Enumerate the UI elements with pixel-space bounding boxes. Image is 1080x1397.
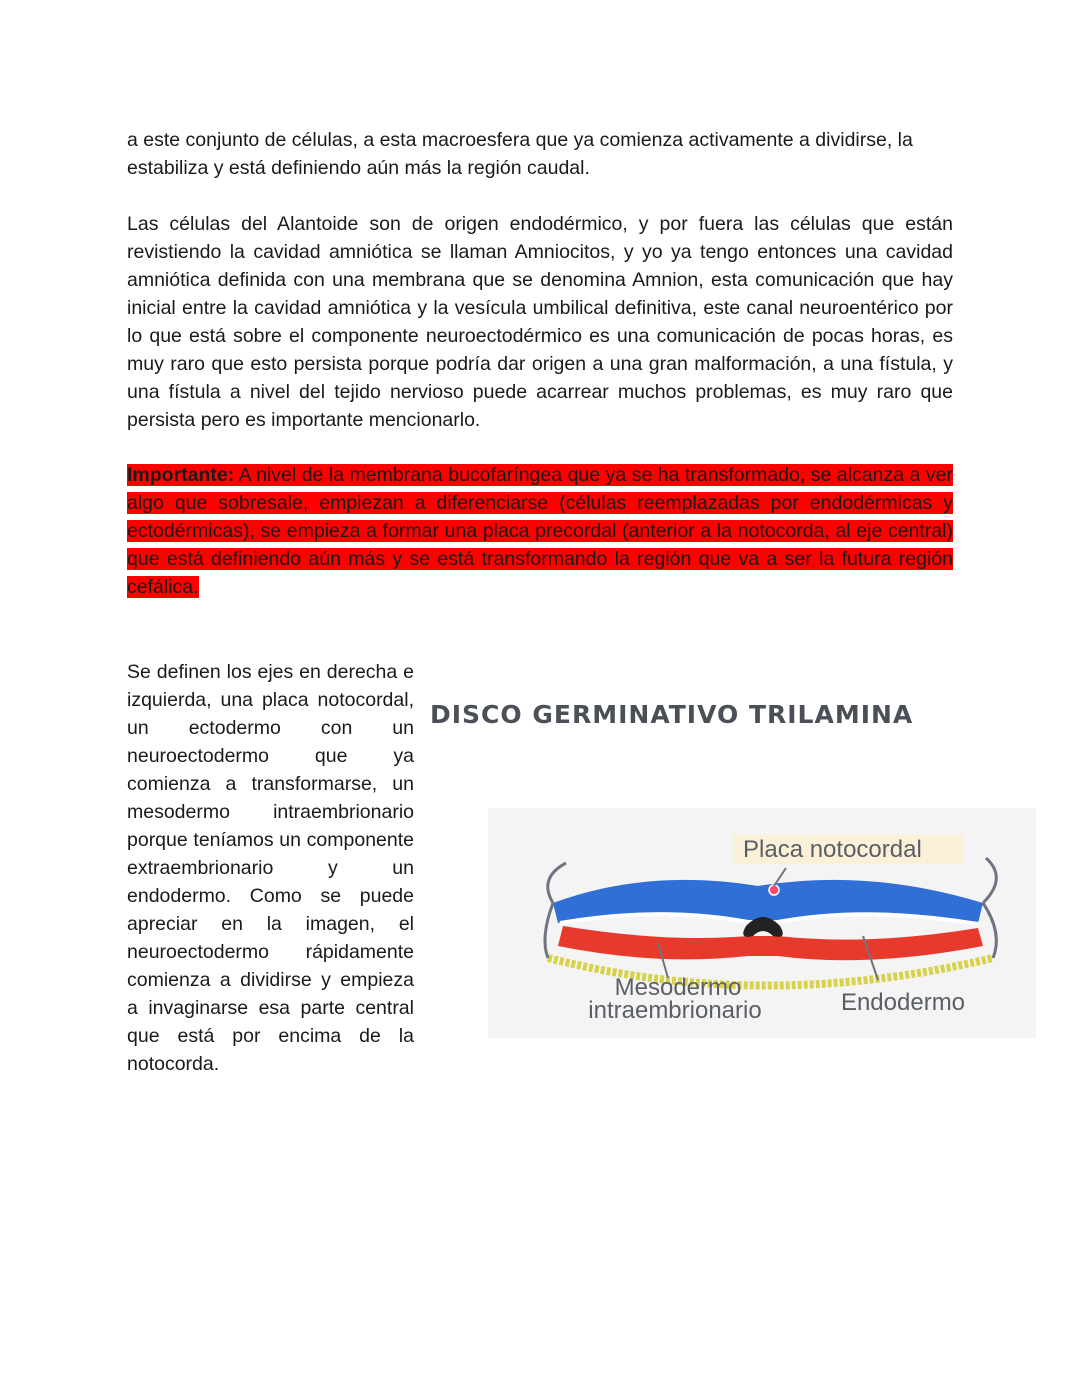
trilaminar-disc-diagram xyxy=(488,808,1036,1038)
important-highlight xyxy=(127,464,953,598)
paragraph-important xyxy=(127,461,953,601)
label-endodermo: Endodermo xyxy=(840,989,966,1016)
trilaminar-disc-figure xyxy=(488,808,1036,1038)
paragraph-ejes: Se definen los ejes en derecha e izquierda, una placa notocordal, un ectodermo con un neuroectodermo que ya comienza a transformarse, un mesodermo intraembrionario porque teníamos un componente extraembrionario y un endodermo. Como se puede apreciar en la imagen, el neuroectodermo rápidamente comienza a dividirse y empieza a invaginarse esa parte central que está por encima de la notocorda. xyxy=(127,661,414,1075)
label-placa-notocordal: Placa notocordal xyxy=(743,836,922,863)
paragraph-intro: a este conjunto de células, a esta macroesfera que ya comienza activamente a dividirse, la estabiliza y está definiendo aún más la región caudal. xyxy=(127,129,913,179)
paragraph-alantoide: Las células del Alantoide son de origen endodérmico, y por fuera las células que están revistiendo la cavidad amniótica se llaman Amniocitos, y yo ya tengo entonces una cavidad amniótica definida con una membrana que se denomina Amnion, esta comunicación que hay inicial entre la cavidad amniótica y la vesícula umbilical definitiva, este canal neuroentérico por lo que está sobre el componente neuroectodérmico es una comunicación de pocas horas, es muy raro que esto persista porque podría dar origen a una gran malformación, a una fístula, y una fístula a nivel del tejido nervioso puede acarrear muchos problemas, es muy raro que persista pero es importante mencionarlo. xyxy=(127,213,953,431)
important-text: A nivel de la membrana bucofaríngea que ya se ha transformado, se alcanza a ver algo que sobresale, empiezan a diferenciarse (células reemplazadas por endodérmicas y ectodérmicas), se empieza a formar una placa precordal (anterior a la notocorda, al eje central) que está definiendo aún más y se está transformando la región que va a ser la futura región cefálica. xyxy=(127,464,953,598)
label-intraembrionario: intraembrionario xyxy=(588,997,762,1024)
figure-title: DISCO GERMINATIVO TRILAMINA xyxy=(430,700,914,729)
placa-notocordal-marker xyxy=(769,885,779,895)
label-mesodermo: Mesodermo xyxy=(614,974,742,1001)
important-label: Importante: xyxy=(127,464,235,486)
